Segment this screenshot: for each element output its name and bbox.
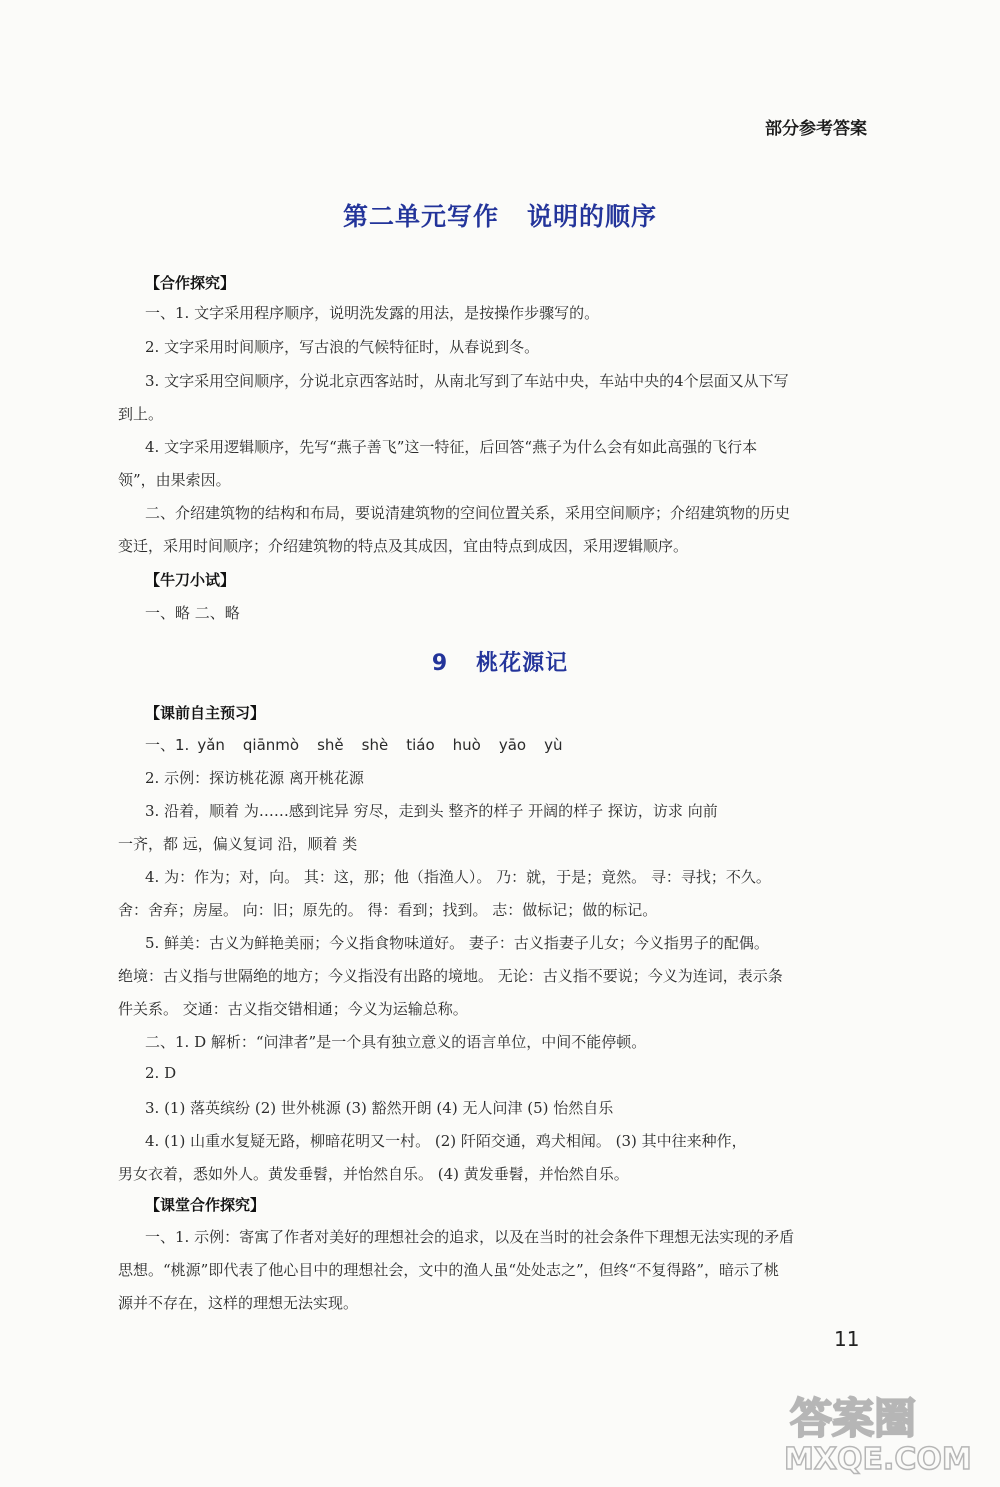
pinyin-item: huò [452, 736, 481, 754]
answer-line: 领”，由果索因。 [118, 471, 231, 489]
pinyin-item: qiānmò [242, 736, 300, 754]
title-topic: 说明的顺序 [527, 202, 658, 231]
section-title-writing [0, 197, 1000, 233]
pinyin-item: tiáo [406, 736, 435, 754]
svg-text:MXQE.COM: MXQE.COM [784, 1442, 972, 1475]
answer-line: 男女衣着，悉如外人。黄发垂髫，并怡然自乐。 (4) 黄发垂髫，并怡然自乐。 [118, 1165, 629, 1183]
answer-line: 一、略 二、略 [145, 604, 240, 622]
answer-line: 4. 文字采用逻辑顺序，先写“燕子善飞”这一特征，后回答“燕子为什么会有如此高强的飞行本 [145, 438, 758, 456]
title-unit: 第二单元写作 [342, 202, 499, 231]
answer-line: 3. 沿着，顺着 为……感到诧异 穷尽，走到头 整齐的样子 开阔的样子 探访，访求 向前 [145, 802, 718, 820]
answer-line: 件关系。 交通：古义指交错相通；今义为运输总称。 [118, 1000, 468, 1018]
pinyin-item: yāo [498, 736, 527, 754]
watermark-logo [770, 1385, 985, 1475]
answer-line: 源并不存在，这样的理想无法实现。 [118, 1294, 359, 1312]
pinyin-prefix: 一、1. [145, 736, 190, 754]
answer-line: 4. 为：作为；对，向。 其：这，那；他（指渔人）。 乃：就，于是；竟然。 寻：寻找；不久。 [145, 868, 771, 886]
pinyin-line [145, 734, 580, 755]
heading-niudao: 【牛刀小试】 [145, 571, 236, 589]
heading-ketang: 【课堂合作探究】 [145, 1196, 266, 1214]
answer-line: 5. 鲜美：古义为鲜艳美丽；今义指食物味道好。 妻子：古义指妻子儿女；今义指男子的配偶。 [145, 934, 769, 952]
heading-kqian: 【课前自主预习】 [145, 704, 266, 722]
answer-line: 二、1. D 解析：“问津者”是一个具有独立意义的语言单位，中间不能停顿。 [145, 1033, 647, 1051]
lesson-name: 桃花源记 [476, 651, 569, 676]
pinyin-item: yù [544, 736, 563, 754]
pinyin-item: yǎn [197, 736, 225, 754]
answer-line: 3. 文字采用空间顺序，分说北京西客站时，从南北写到了车站中央，车站中央的4个层面又从下写 [145, 372, 789, 390]
answer-line: 变迁，采用时间顺序；介绍建筑物的特点及其成因，宜由特点到成因，采用逻辑顺序。 [118, 537, 689, 555]
lesson-title [0, 646, 1000, 677]
running-header: 部分参考答案 [765, 119, 867, 139]
svg-text:答案圈: 答案圈 [790, 1394, 917, 1443]
pinyin-item: shè [361, 736, 389, 754]
answer-line: 一齐，都 远，偏义复词 沿，顺着 类 [118, 835, 358, 853]
answer-line: 一、1. 示例：寄寓了作者对美好的理想社会的追求，以及在当时的社会条件下理想无法实现的矛盾 [145, 1228, 795, 1246]
answer-line: 到上。 [118, 405, 164, 423]
answer-line: 2. 示例：探访桃花源 离开桃花源 [145, 769, 364, 787]
heading-hezuo: 【合作探究】 [145, 274, 236, 292]
pinyin-item: shě [317, 736, 344, 754]
answer-line: 一、1. 文字采用程序顺序，说明洗发露的用法，是按操作步骤写的。 [145, 304, 600, 322]
answer-line: 舍：舍弃；房屋。 向：旧；原先的。 得：看到；找到。 志：做标记；做的标记。 [118, 901, 658, 919]
page-number: 11 [834, 1327, 860, 1351]
answer-line: 二、介绍建筑物的结构和布局，要说清建筑物的空间位置关系，采用空间顺序；介绍建筑物的历史 [145, 504, 791, 522]
answer-line: 2. 文字采用时间顺序，写古浪的气候特征时，从春说到冬。 [145, 338, 540, 356]
answer-line: 3. (1) 落英缤纷 (2) 世外桃源 (3) 豁然开朗 (4) 无人问津 (5) 怡然自乐 [145, 1099, 614, 1117]
answer-line: 4. (1) 山重水复疑无路，柳暗花明又一村。 (2) 阡陌交通，鸡犬相闻。 (3) 其中往来种作， [145, 1132, 747, 1150]
answer-line: 2. D [145, 1064, 177, 1082]
answer-line: 思想。“桃源”即代表了他心目中的理想社会，文中的渔人虽“处处志之”，但终“不复得路”，暗示了桃 [118, 1261, 780, 1279]
answer-line: 绝境：古义指与世隔绝的地方；今义指没有出路的境地。 无论：古义指不要说；今义为连词，表示条 [118, 967, 783, 985]
lesson-number: 9 [431, 651, 449, 676]
